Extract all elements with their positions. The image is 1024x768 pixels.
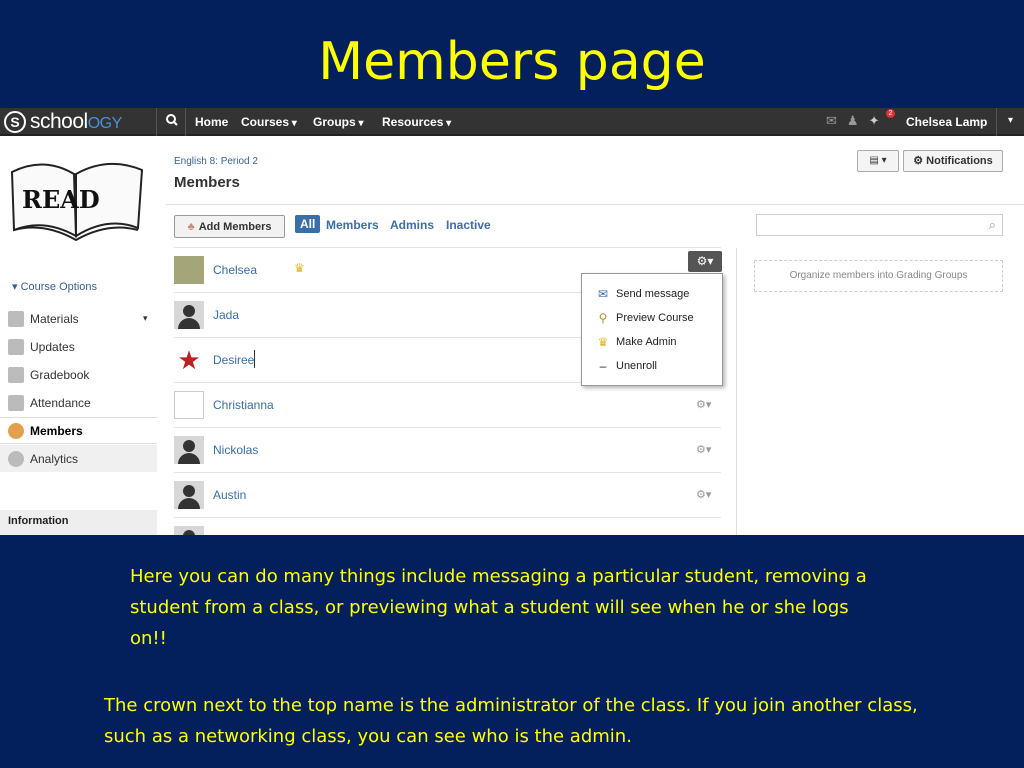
nav-search-button[interactable] xyxy=(156,108,186,136)
page-title: Members xyxy=(174,174,240,191)
add-user-icon: ♣ xyxy=(187,220,195,233)
menu-item-make-admin[interactable] xyxy=(582,330,722,354)
notifications-button-label: Notifications xyxy=(926,155,993,167)
avatar[interactable] xyxy=(174,301,204,329)
sidebar-item-label: Gradebook xyxy=(30,367,90,382)
avatar[interactable] xyxy=(174,481,204,509)
gear-icon[interactable]: ⚙▾ xyxy=(696,444,712,456)
sidebar-item-label: Updates xyxy=(30,339,75,354)
avatar[interactable] xyxy=(174,256,204,284)
logo-s-icon: S xyxy=(4,111,26,133)
sidebar-item-attendance[interactable] xyxy=(0,389,157,416)
sidebar-item-materials[interactable] xyxy=(0,305,157,332)
member-name[interactable]: Austin xyxy=(213,488,247,502)
information-heading: Information xyxy=(0,510,157,535)
minus-icon: – xyxy=(599,359,607,373)
member-name[interactable]: Nickolas xyxy=(213,443,259,457)
menu-item-preview-course[interactable] xyxy=(582,306,722,330)
member-name[interactable]: Chelsea xyxy=(213,263,258,277)
add-members-label: Add Members xyxy=(198,220,272,233)
read-logo-text: READ xyxy=(22,185,100,214)
mail-icon[interactable]: ✉ xyxy=(826,113,837,128)
search-icon xyxy=(157,108,187,136)
table-row xyxy=(174,382,721,427)
gear-icon[interactable]: ⚙▾ xyxy=(696,489,712,501)
menu-item-label: Make Admin xyxy=(616,336,677,348)
avatar[interactable] xyxy=(174,391,204,419)
nav-home[interactable]: Home xyxy=(195,115,229,129)
sidebar-item-label: Materials xyxy=(30,311,79,326)
book-icon: ▤ xyxy=(869,155,879,166)
top-navigation-bar xyxy=(0,108,1024,136)
avatar[interactable]: ★ xyxy=(174,346,204,374)
breadcrumb[interactable]: English 8: Period 2 xyxy=(174,156,258,167)
search-icon: ⌕ xyxy=(988,217,996,232)
caption-crown: The crown next to the top name is the administrator of the class. If you join another class, such as a networking class, you can see who is the admin. xyxy=(104,695,918,747)
crown-icon: ♛ xyxy=(294,261,305,275)
filter-members[interactable]: Members xyxy=(326,218,379,232)
filter-admins[interactable]: Admins xyxy=(390,218,435,232)
magnifier-icon: ⚲ xyxy=(598,311,608,325)
course-options-label: Course Options xyxy=(20,281,98,293)
attendance-icon xyxy=(8,395,24,411)
sidebar-item-label: Analytics xyxy=(30,451,79,466)
left-sidebar xyxy=(0,138,157,535)
members-icon xyxy=(8,423,24,439)
sidebar-item-members[interactable] xyxy=(0,417,157,444)
menu-item-label: Preview Course xyxy=(616,312,694,324)
gradebook-icon xyxy=(8,367,24,383)
nav-resources[interactable]: Resources ▾ xyxy=(382,115,451,129)
requests-icon[interactable]: ♟ xyxy=(846,113,859,128)
logo-text-main: school xyxy=(30,110,88,133)
add-members-button[interactable] xyxy=(174,215,285,238)
sidebar-item-label: Attendance xyxy=(30,395,91,410)
gear-icon: ⚙ xyxy=(913,155,924,167)
notifications-icon[interactable]: ✦ xyxy=(868,113,880,128)
menu-item-label: Send message xyxy=(616,288,690,300)
course-picture xyxy=(4,150,148,246)
gear-icon[interactable]: ⚙▾ xyxy=(696,399,712,411)
nav-icon-group xyxy=(826,113,879,129)
menu-item-unenroll[interactable] xyxy=(582,354,722,378)
notifications-button[interactable] xyxy=(903,150,1003,172)
nav-courses[interactable]: Courses ▾ xyxy=(241,115,297,129)
course-materials-button[interactable]: ▤ ▾ xyxy=(857,150,899,172)
header-divider xyxy=(166,204,1024,205)
user-menu-chevron-icon[interactable]: ▾ xyxy=(996,108,1024,136)
analytics-icon xyxy=(8,451,24,467)
member-action-menu xyxy=(581,273,723,386)
materials-icon xyxy=(8,311,24,327)
caption-messaging: Here you can do many things include messaging a particular student, removing a student from a class, or previewing what a student will see when he or she logs on!! xyxy=(130,566,867,649)
chevron-down-icon: ▾ xyxy=(143,313,148,323)
updates-icon xyxy=(8,339,24,355)
sidebar-item-updates[interactable] xyxy=(0,333,157,360)
member-name[interactable]: Christianna xyxy=(213,398,274,412)
member-name[interactable]: Desiree xyxy=(213,353,255,367)
nav-groups[interactable]: Groups ▾ xyxy=(313,115,363,129)
user-name[interactable]: Chelsea Lamp xyxy=(906,115,988,129)
notification-badge: 2 xyxy=(886,109,895,118)
slide-title: Members page xyxy=(318,32,706,92)
read-book-icon xyxy=(4,150,148,246)
column-divider xyxy=(736,248,737,535)
menu-item-send-message[interactable] xyxy=(582,282,722,306)
schoology-screenshot xyxy=(0,108,1024,535)
sidebar-item-analytics[interactable] xyxy=(0,445,157,472)
menu-item-label: Unenroll xyxy=(616,360,657,372)
logo-text-accent: OGY xyxy=(87,115,122,132)
member-search-input[interactable] xyxy=(756,214,1003,236)
gear-menu-button[interactable]: ⚙▾ xyxy=(688,251,722,272)
table-row xyxy=(174,427,721,472)
envelope-icon: ✉ xyxy=(597,287,609,301)
logo-text xyxy=(30,110,122,134)
schoology-logo[interactable] xyxy=(4,110,122,134)
organize-grading-groups[interactable]: Organize members into Grading Groups xyxy=(754,260,1003,292)
filter-inactive[interactable]: Inactive xyxy=(446,218,491,232)
crown-icon: ♛ xyxy=(597,335,609,349)
sidebar-item-gradebook[interactable] xyxy=(0,361,157,388)
member-name[interactable]: Jada xyxy=(213,308,240,322)
text-cursor xyxy=(254,350,255,368)
avatar[interactable] xyxy=(174,436,204,464)
table-row xyxy=(174,472,721,517)
course-options-link[interactable]: ▾ Course Options xyxy=(12,281,98,293)
avatar[interactable] xyxy=(174,526,204,535)
table-row xyxy=(174,517,721,535)
filter-all[interactable]: All xyxy=(295,215,320,233)
sidebar-item-label: Members xyxy=(30,423,83,438)
